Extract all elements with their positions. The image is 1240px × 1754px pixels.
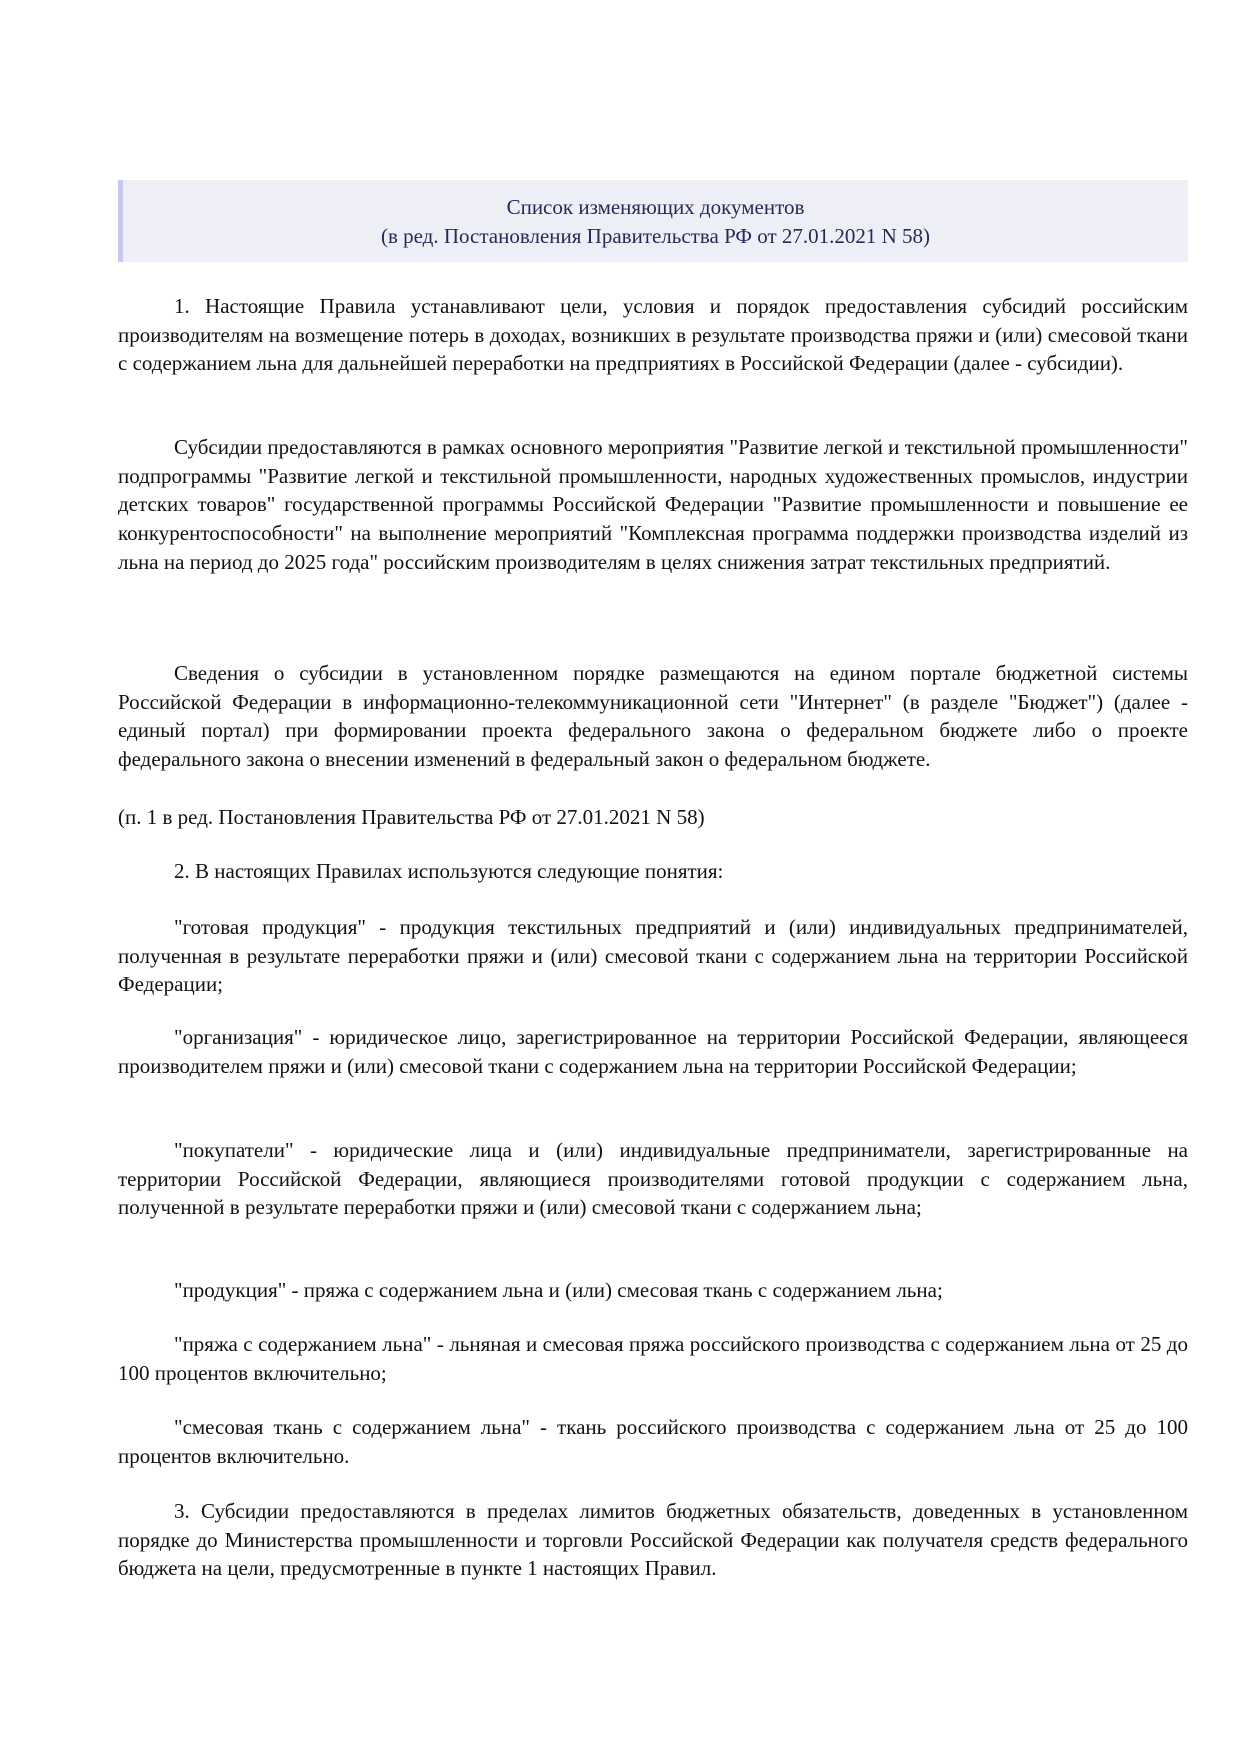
- paragraph-1: 1. Настоящие Правила устанавливают цели, условия и порядок предоставления субсидий российским производителям на возмещение потерь в доходах, возникших в результате производства пряжи и (или) смесовой ткани с содержанием льна для дальнейшей переработки на предприятиях в Российской Федерации (далее - субсидии).: [118, 294, 1188, 376]
- paragraph-2: 2. В настоящих Правилах используются следующие понятия:: [174, 859, 724, 883]
- amendment-note: (п. 1 в ред. Постановления Правительства РФ от 27.01.2021 N 58): [118, 805, 705, 829]
- amendments-title: Список изменяющих документов: [506, 195, 805, 219]
- definition-products: "продукция" - пряжа с содержанием льна и (или) смесовая ткань с содержанием льна;: [174, 1278, 943, 1302]
- definition-yarn: "пряжа с содержанием льна" - льняная и смесовая пряжа российского производства с содержанием льна от 25 до 100 процентов включительно;: [118, 1332, 1188, 1385]
- paragraph-subsidies: Субсидии предоставляются в рамках основного мероприятия "Развитие легкой и текстильной промышленности" подпрограммы "Развитие легкой и текстильной промышленности, народных художественных промыслов, индустрии детских товаров" государственной программы Российской Федерации "Развитие промышленности и повышение ее конкурентоспособности" на выполнение мероприятий "Комплексная программа поддержки производства изделий из льна на период до 2025 года" российским производителям в целях снижения затрат текстильных предприятий.: [118, 435, 1188, 574]
- definition-buyers: "покупатели" - юридические лица и (или) индивидуальные предприниматели, зарегистрированные на территории Российской Федерации, являющиеся производителями готовой продукции с содержанием льна, полученной в результате переработки пряжи и (или) смесовой ткани с содержанием льна;: [118, 1138, 1188, 1220]
- definition-fabric: "смесовая ткань с содержанием льна" - ткань российского производства с содержанием льна от 25 до 100 процентов включительно.: [118, 1415, 1188, 1468]
- paragraph-portal: Сведения о субсидии в установленном порядке размещаются на едином портале бюджетной системы Российской Федерации в информационно-телекоммуникационной сети "Интернет" (в разделе "Бюджет") (далее - единый портал) при формировании проекта федерального закона о федеральном бюджете либо о проекте федерального закона о внесении изменений в федеральный закон о федеральном бюджете.: [118, 661, 1188, 772]
- amendments-subtitle: (в ред. Постановления Правительства РФ от 27.01.2021 N 58): [380, 223, 931, 248]
- definition-finished-products: "готовая продукция" - продукция текстильных предприятий и (или) индивидуальных предпринимателей, полученная в результате переработки пряжи и (или) смесовой ткани с содержанием льна на территории Российской Федерации;: [118, 915, 1188, 997]
- paragraph-3: 3. Субсидии предоставляются в пределах лимитов бюджетных обязательств, доведенных в установленном порядке до Министерства промышленности и торговли Российской Федерации как получателя средств федерального бюджета на цели, предусмотренные в пункте 1 настоящих Правил.: [118, 1499, 1188, 1581]
- amendments-box: [118, 180, 1188, 262]
- definition-organization: "организация" - юридическое лицо, зарегистрированное на территории Российской Федерации, являющееся производителем пряжи и (или) смесовой ткани с содержанием льна на территории Российской Федерации;: [118, 1025, 1188, 1078]
